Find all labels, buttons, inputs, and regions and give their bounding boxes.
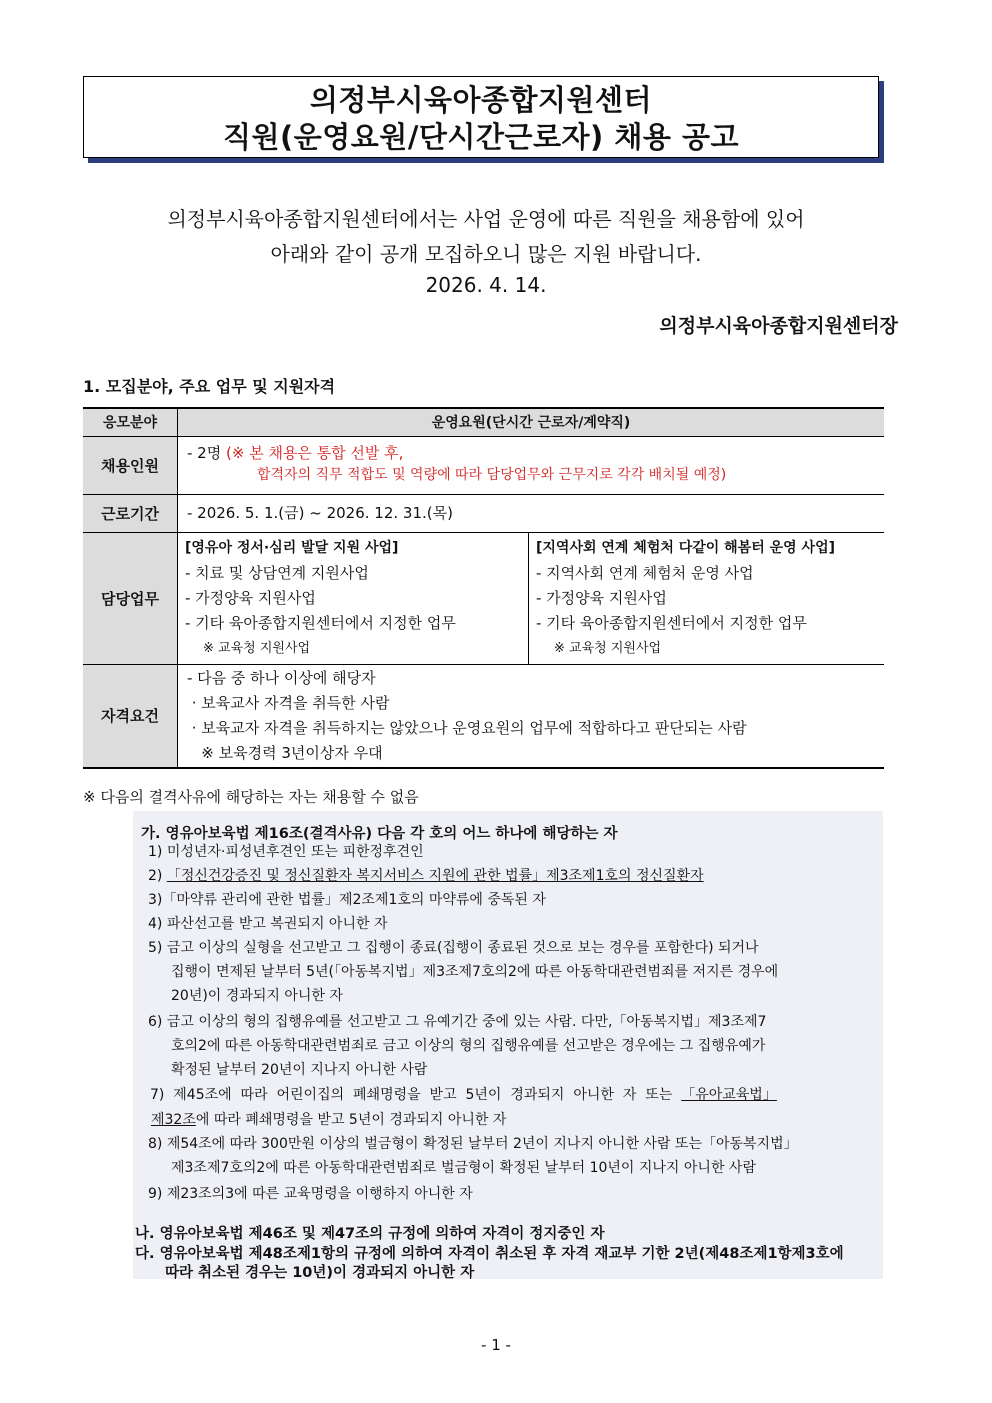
item-7b: 제32조에 따라 폐쇄명령을 받고 5년이 경과되지 아니한 자 (151, 1112, 507, 1128)
ga-heading: 가. 영유아보육법 제16조(결격사유) 다음 각 호의 어느 하나에 해당하는 자 (141, 826, 618, 842)
duty-left-item: - 가정양육 지원사업 (185, 588, 316, 607)
section1-heading: 1. 모집분야, 주요 업무 및 지원자격 (83, 377, 336, 396)
hire-label: 채용인원 (83, 436, 178, 494)
period-cell (178, 494, 885, 532)
item-5c: 20년)이 경과되지 아니한 자 (171, 988, 343, 1004)
item-9: 9) 제23조의3에 따른 교육명령을 이행하지 아니한 자 (148, 1186, 473, 1202)
qual-line: · 보육교사 자격을 취득한 사람 (187, 693, 390, 712)
item-7a: 7) 제45조에 따라 어린이집의 폐쇄명령을 받고 5년이 경과되지 아니한 자 또는 「유아교육법」 (150, 1087, 777, 1103)
duty-right-item: - 지역사회 연계 체험처 운영 사업 (536, 563, 754, 582)
intro-line1: 의정부시육아종합지원센터에서는 사업 운영에 따른 직원을 채용함에 있어 (167, 207, 805, 231)
col2-header: 운영요원(단시간 근로자/계약직) (178, 408, 885, 436)
qual-cell (178, 664, 885, 768)
hire-note2: 합격자의 직무 적합도 및 역량에 따라 담당업무와 근무지로 각각 배치될 예정) (257, 466, 727, 483)
item-4: 4) 파산선고를 받고 복권되지 아니한 자 (148, 916, 388, 932)
item-3: 3)「마약류 관리에 관한 법률」제2조제1호의 마약류에 중독된 자 (148, 892, 546, 908)
item-5b: 집행이 면제된 날부터 5년(「아동복지법」제3조제7호의2에 따른 아동학대관련범죄를 저지른 경우에 (171, 964, 779, 980)
da-item-line1: 다. 영유아보육법 제48조제1항의 규정에 의하여 자격이 취소된 후 자격 재교부 기한 2년(제48조제1항제3호에 (135, 1246, 844, 1262)
title-box (83, 76, 879, 158)
item-6a: 6) 금고 이상의 형의 집행유예를 선고받고 그 유예기간 중에 있는 사람. 다만,「아동복지법」제3조제7 (148, 1014, 767, 1030)
duty-right-item: - 가정양육 지원사업 (536, 588, 667, 607)
period-label: 근로기간 (83, 494, 178, 532)
col1-header: 응모분야 (83, 408, 178, 436)
duty-right-note: ※ 교육청 지원사업 (554, 640, 662, 656)
title-line2: 직원(운영요원/단시간근로자) 채용 공고 (222, 120, 740, 154)
qual-line: ※ 보육경력 3년이상자 우대 (187, 743, 383, 762)
hire-value: - 2명 (187, 443, 222, 462)
signature: 의정부시육아종합지원센터장 (659, 315, 898, 337)
page-number: - 1 - (481, 1336, 511, 1354)
item-8a: 8) 제54조에 따라 300만원 이상의 벌금형이 확정된 날부터 2년이 지나지 아니한 사람 또는「아동복지법」 (148, 1136, 798, 1152)
na-item: 나. 영유아보육법 제46조 및 제47조의 규정에 의하여 자격이 정지중인 자 (135, 1226, 605, 1242)
duty-left-cell (178, 532, 529, 664)
hire-cell (178, 436, 885, 494)
disqualification-intro: ※ 다음의 결격사유에 해당하는 자는 채용할 수 없음 (83, 788, 419, 806)
duty-right-cell (529, 532, 885, 664)
item-2: 2) 「정신건강증진 및 정신질환자 복지서비스 지원에 관한 법률」제3조제1호의 정신질환자 (148, 868, 704, 884)
da-item-line2: 따라 취소된 경우는 10년)이 경과되지 아니한 자 (165, 1265, 475, 1281)
duty-left-item: - 기타 육아종합지원센터에서 지정한 업무 (185, 613, 456, 632)
intro-line2: 아래와 같이 공개 모집하오니 많은 지원 바랍니다. (270, 242, 702, 266)
title-line1: 의정부시육아종합지원센터 (309, 83, 653, 117)
item-1: 1) 미성년자·피성년후견인 또는 피한정후견인 (148, 844, 424, 860)
recruitment-table (83, 407, 884, 769)
duty-label: 담당업무 (83, 532, 178, 664)
duty-left-heading: [영유아 정서·심리 발달 지원 사업] (185, 539, 399, 556)
qual-line: · 보육교자 자격을 취득하지는 않았으나 운영요원의 업무에 적합하다고 판단되는 사람 (187, 718, 747, 737)
item-6c: 확정된 날부터 20년이 지나지 아니한 사람 (171, 1062, 428, 1078)
item-5a: 5) 금고 이상의 실형을 선고받고 그 집행이 종료(집행이 종료된 것으로 보는 경우를 포함한다) 되거나 (148, 940, 759, 956)
qual-label: 자격요건 (83, 664, 178, 768)
duty-left-note: ※ 교육청 지원사업 (203, 640, 311, 656)
item-6b: 호의2에 따른 아동학대관련범죄로 금고 이상의 형의 집행유예를 선고받은 경우에는 그 집행유예가 (171, 1038, 766, 1054)
duty-right-heading: [지역사회 연계 체험처 다같이 해봄터 운영 사업] (536, 539, 835, 556)
period-value: - 2026. 5. 1.(금) ~ 2026. 12. 31.(목) (187, 503, 453, 522)
announcement-date: 2026. 4. 14. (425, 273, 547, 297)
qual-line: - 다음 중 하나 이상에 해당자 (187, 668, 376, 687)
item-8b: 제3조제7호의2에 따른 아동학대관련범죄로 벌금형이 확정된 날부터 10년이 지나지 아니한 사람 (171, 1160, 756, 1176)
duty-right-item: - 기타 육아종합지원센터에서 지정한 업무 (536, 613, 807, 632)
disqualification-box (133, 811, 883, 1279)
duty-left-item: - 치료 및 상담연계 지원사업 (185, 563, 369, 582)
hire-note1: (※ 본 채용은 통합 선발 후, (226, 443, 404, 462)
